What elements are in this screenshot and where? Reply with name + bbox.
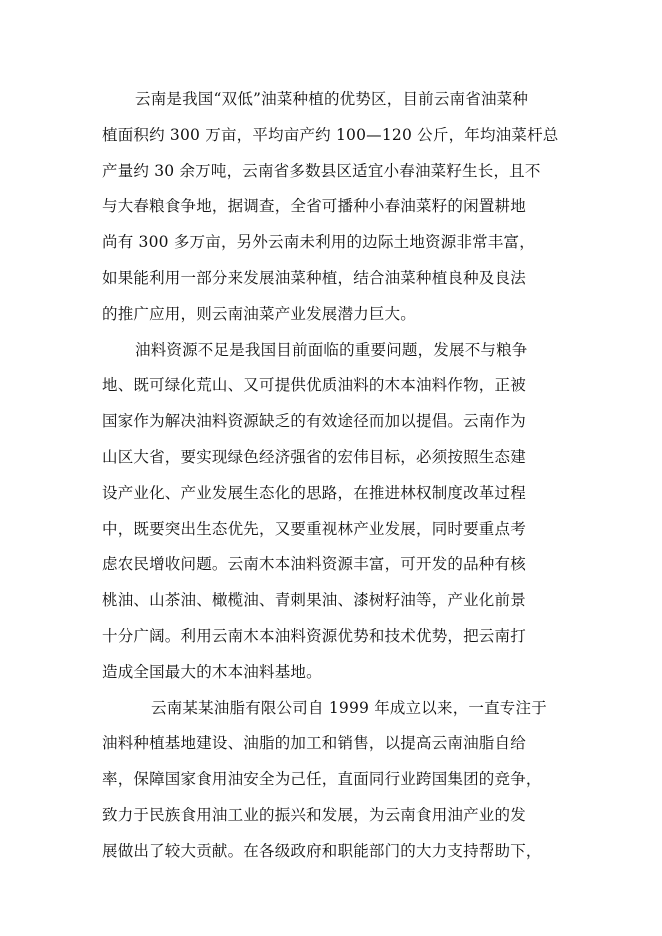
text-line: 尚有 300 多万亩，另外云南未利用的边际土地资源非常丰富， <box>102 233 535 252</box>
text-line: 造成全国最大的木本油料基地。 <box>102 662 322 681</box>
paragraph-rapeseed <box>102 82 558 333</box>
text-line: 油料种植基地建设、油脂的加工和销售，以提高云南油脂自给 <box>102 734 526 753</box>
text-line: 虑农民增收问题。云南木本油料资源丰富，可开发的品种有核 <box>102 555 526 574</box>
text-line: 设产业化、产业发展生态化的思路，在推进林权制度改革过程 <box>102 483 526 502</box>
text-line: 云南某某油脂有限公司自 1999 年成立以来，一直专注于 <box>151 698 547 717</box>
text-line: 山区大省，要实现绿色经济强省的宏伟目标，必须按照生态建 <box>102 447 526 466</box>
text-line: 与大春粮食争地，据调查，全省可播种小春油菜籽的闲置耕地 <box>102 197 526 216</box>
text-line: 的推广应用，则云南油菜产业发展潜力巨大。 <box>102 304 417 323</box>
text-line: 展做出了较大贡献。在各级政府和职能部门的大力支持帮助下， <box>102 841 542 860</box>
paragraph-company <box>102 691 558 870</box>
text-line: 桃油、山茶油、橄榄油、青刺果油、漆树籽油等，产业化前景 <box>102 591 526 610</box>
text-line: 中，既要突出生态优先，又要重视林产业发展，同时要重点考 <box>102 519 526 538</box>
text-line: 十分广阔。利用云南木本油料资源优势和技术优势，把云南打 <box>102 626 526 645</box>
text-line: 云南是我国“双低”油菜种植的优势区，目前云南省油菜种 <box>135 90 529 108</box>
text-line: 如果能利用一部分来发展油菜种植，结合油菜种植良种及良法 <box>102 268 526 287</box>
text-line: 率，保障国家食用油安全为己任，直面同行业跨国集团的竞争， <box>102 770 542 789</box>
text-line: 植面积约 300 万亩，平均亩产约 100—120 公斤，年均油菜杆总 <box>102 125 559 144</box>
text-line: 国家作为解决油料资源缺乏的有效途径而加以提倡。云南作为 <box>102 412 526 431</box>
text-line: 地、既可绿化荒山、又可提供优质油料的木本油料作物，正被 <box>102 376 526 395</box>
text-line: 致力于民族食用油工业的振兴和发展，为云南食用油产业的发 <box>102 805 526 824</box>
text-line: 产量约 30 余万吨，云南省多数县区适宜小春油菜籽生长，且不 <box>102 161 541 180</box>
text-line: 油料资源不足是我国目前面临的重要问题，发展不与粮争 <box>135 340 528 359</box>
paragraph-woody-oil <box>102 333 558 691</box>
document-body <box>102 82 558 870</box>
